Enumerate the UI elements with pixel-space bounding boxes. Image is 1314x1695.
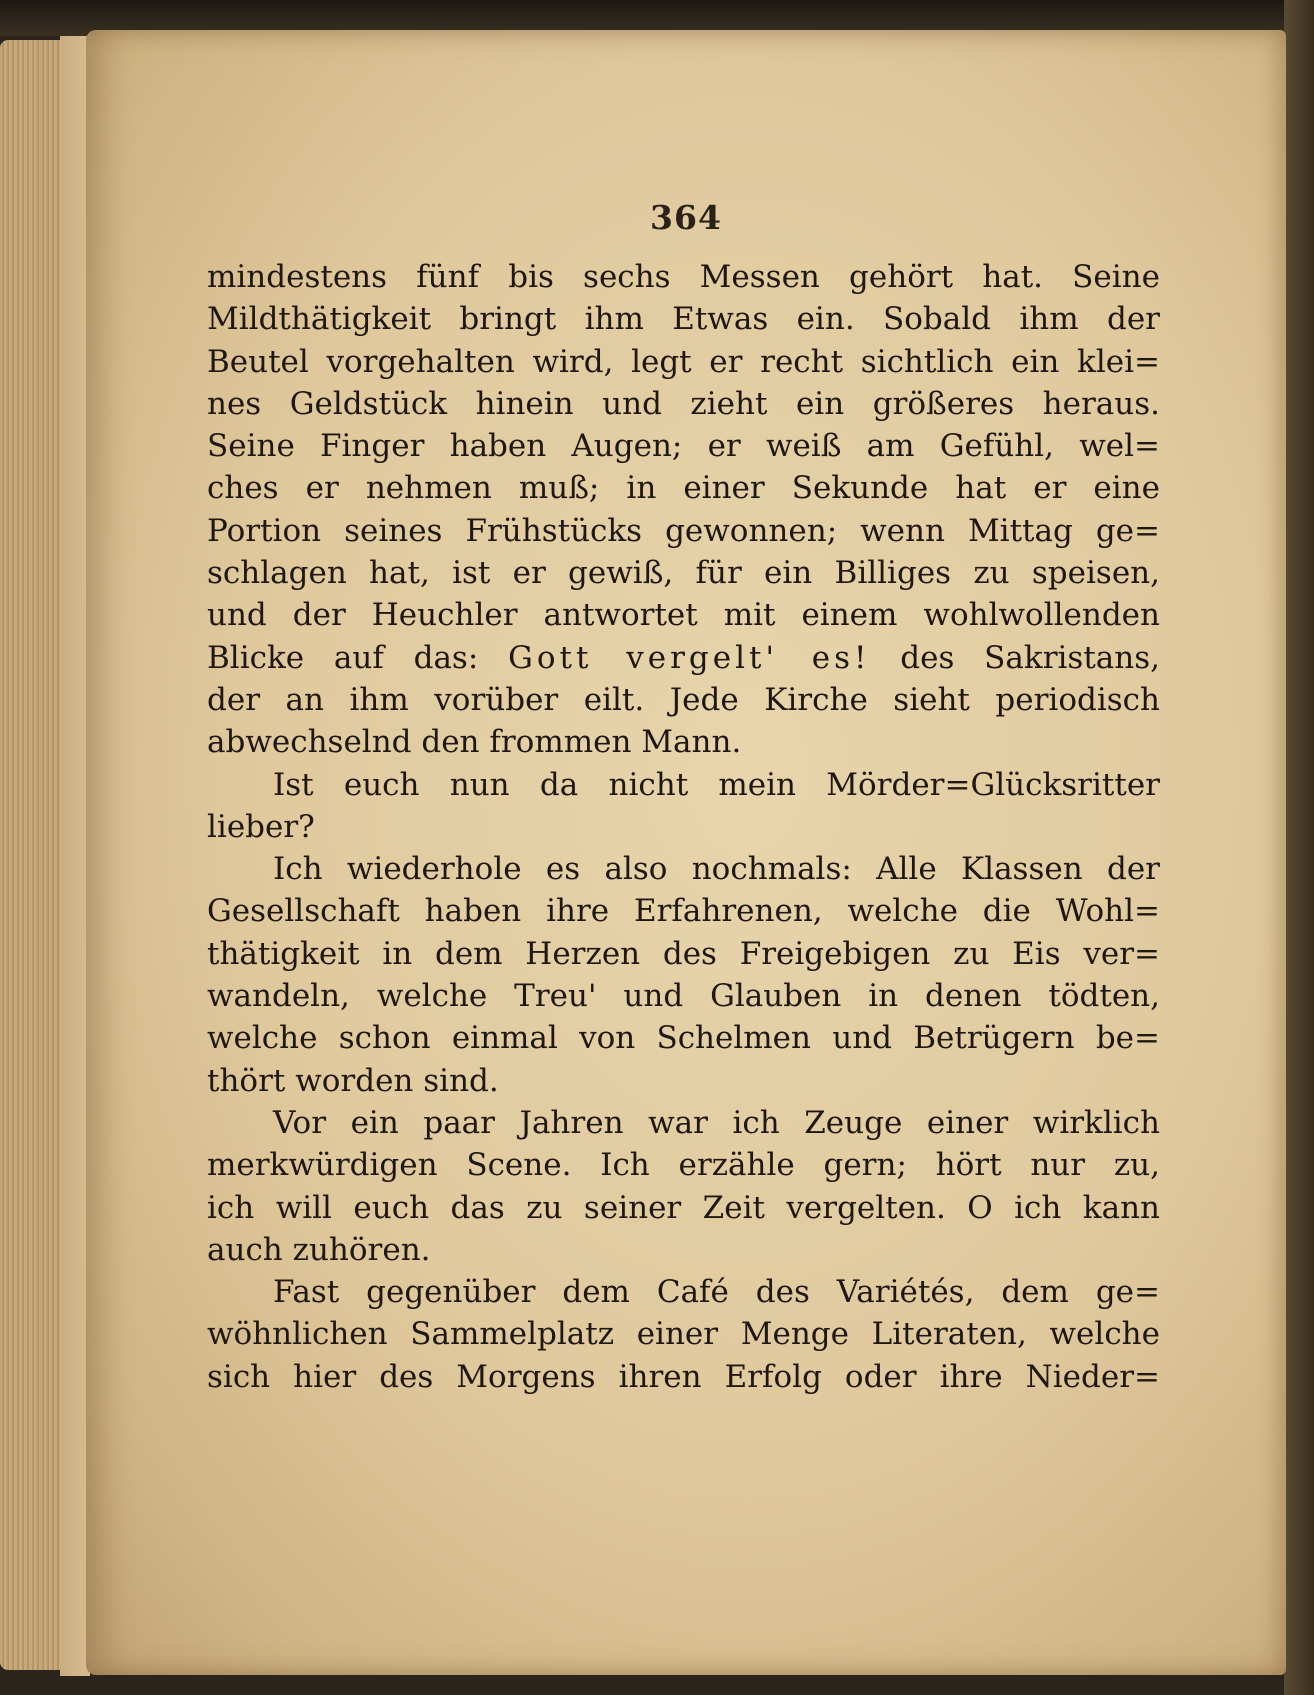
book-cover-right — [1284, 0, 1314, 1695]
text-line: welche schon einmal von Schelmen und Betrügern be= — [207, 1020, 1160, 1057]
text-line: merkwürdigen Scene. Ich erzähle gern; hört nur zu, — [207, 1147, 1160, 1184]
text-line: schlagen hat, ist er gewiß, für ein Billiges zu speisen, — [207, 555, 1160, 592]
text-line-with-spaced-quote — [207, 637, 1160, 679]
text-line: wöhnlichen Sammelplatz einer Menge Literaten, welche — [207, 1316, 1160, 1353]
text-line: auch zuhören. — [207, 1231, 431, 1268]
text-line: nes Geldstück hinein und zieht ein größeres heraus. — [207, 385, 1160, 422]
text-line: thätigkeit in dem Herzen des Freigebigen zu Eis ver= — [207, 935, 1160, 972]
text-line: Gesellschaft haben ihre Erfahrenen, welche die Wohl= — [207, 893, 1160, 930]
text-line: und der Heuchler antwortet mit einem wohlwollenden — [207, 597, 1160, 634]
text-line: thört worden sind. — [207, 1062, 499, 1099]
page-text — [207, 256, 1160, 1398]
text-line: mindestens fünf bis sechs Messen gehört hat. Seine — [207, 259, 1160, 295]
text-line: lieber? — [207, 808, 315, 845]
text-line: Fast gegenüber dem Café des Variétés, dem ge= — [273, 1274, 1160, 1311]
spaced-quote: Gott vergelt' es! — [508, 639, 871, 676]
text-line: der an ihm vorüber eilt. Jede Kirche sieht periodisch — [207, 681, 1160, 718]
text-line: Mildthätigkeit bringt ihm Etwas ein. Sobald ihm der — [207, 301, 1160, 338]
text-line: Ist euch nun da nicht mein Mörder=Glücksritter — [273, 766, 1160, 803]
text-line: Beutel vorgehalten wird, legt er recht sichtlich ein klei= — [207, 343, 1160, 380]
text-line: abwechselnd den frommen Mann. — [207, 724, 742, 761]
text-fragment: des Sakristans, — [900, 639, 1160, 676]
page-stack-edges — [0, 40, 60, 1670]
text-line: sich hier des Morgens ihren Erfolg oder ihre Nieder= — [207, 1358, 1160, 1395]
page-number: 364 — [650, 198, 722, 237]
text-line: wandeln, welche Treu' und Glauben in denen tödten, — [207, 978, 1160, 1015]
text-line: Portion seines Frühstücks gewonnen; wenn Mittag ge= — [207, 512, 1160, 549]
text-fragment: Blicke auf das: — [207, 639, 479, 676]
text-line: Vor ein paar Jahren war ich Zeuge einer wirklich — [273, 1104, 1160, 1141]
text-line: Seine Finger haben Augen; er weiß am Gefühl, wel= — [207, 428, 1160, 465]
text-line: ich will euch das zu seiner Zeit vergelten. O ich kann — [207, 1189, 1160, 1226]
text-line: ches er nehmen muß; in einer Sekunde hat er eine — [207, 470, 1160, 507]
text-line: Ich wiederhole es also nochmals: Alle Klassen der — [273, 851, 1160, 888]
